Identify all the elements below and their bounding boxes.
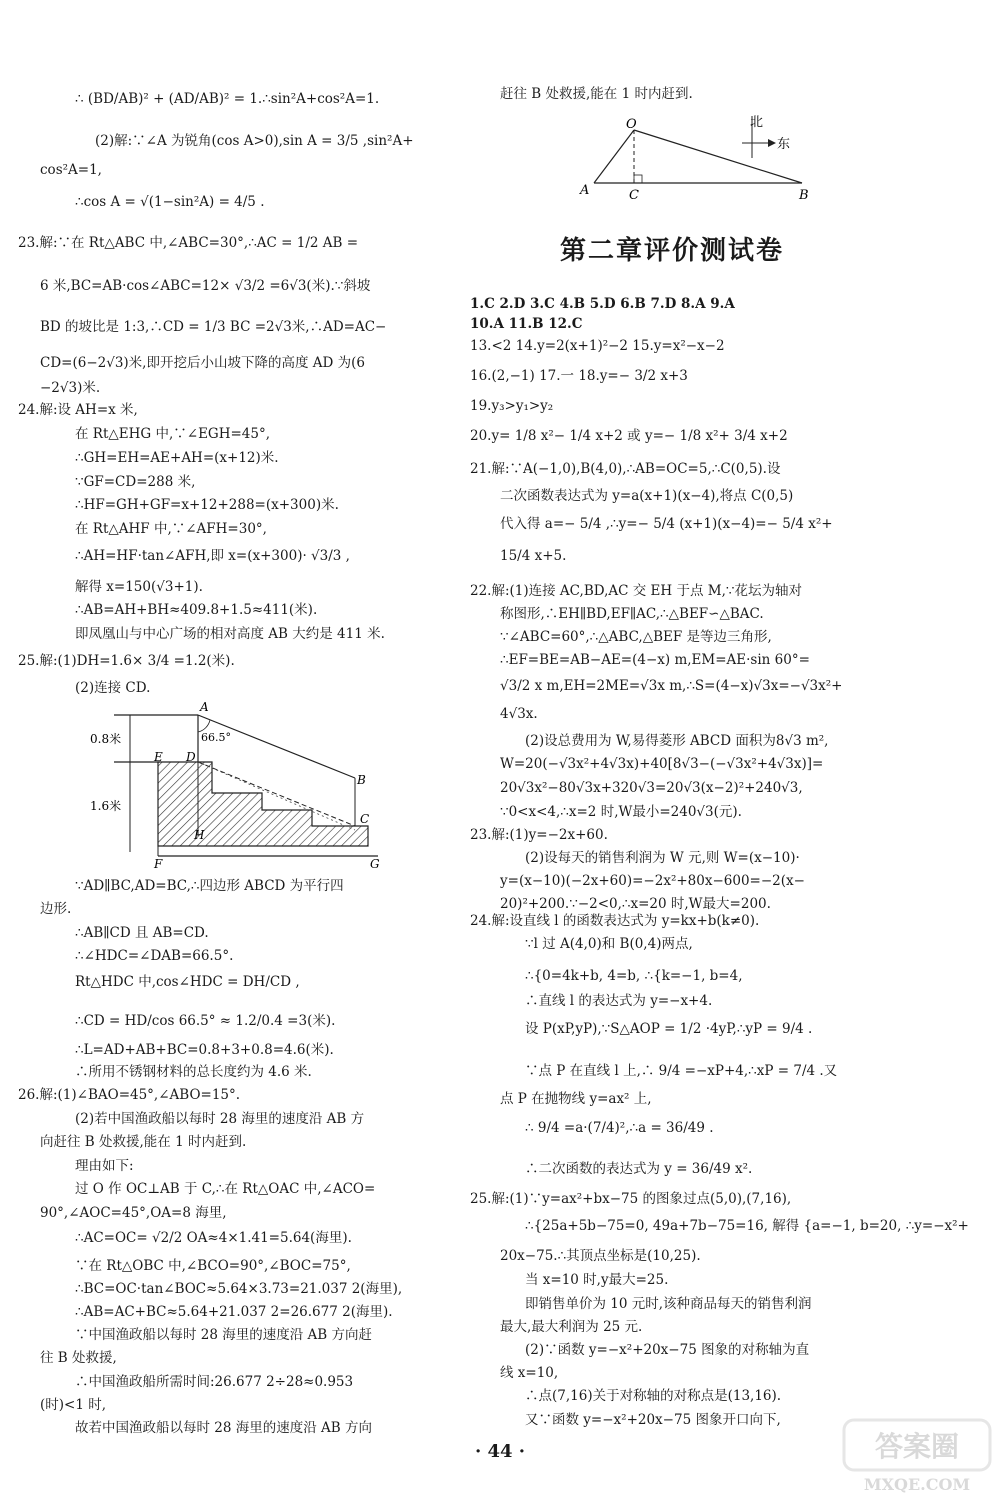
label-G: G [370, 857, 380, 870]
text-line: 26.解:(1)∠BAO=45°,∠ABO=15°. [18, 1087, 241, 1103]
text-line: 23.解:∵在 Rt△ABC 中,∠ABC=30°,∴AC = 1/2 AB = [18, 235, 359, 251]
text-line: 24.解:设直线 l 的函数表达式为 y=kx+b(k≠0). [470, 913, 760, 929]
text-line: 代入得 a=− 5/4 ,∴y=− 5/4 (x+1)(x−4)=− 5/4 x²+ [500, 516, 833, 532]
text-line: ∴二次函数的表达式为 y = 36/49 x². [525, 1161, 753, 1177]
north-label: 北 [750, 115, 764, 130]
text-line: (时)<1 时, [40, 1397, 107, 1413]
text-line: 22.解:(1)连接 AC,BD,AC 交 EH 于点 M,∵花坛为轴对 [470, 583, 802, 599]
text-line: 即销售单价为 10 元时,该种商品每天的销售利润 [525, 1296, 812, 1312]
height-label-bottom: 1.6米 [90, 799, 122, 813]
text-line: Rt△HDC 中,cos∠HDC = DH/CD , [75, 974, 300, 990]
label-E: E [154, 750, 163, 764]
text-line: 90°,∠AOC=45°,OA=8 海里, [40, 1205, 227, 1221]
text-line: ∵在 Rt△OBC 中,∠BCO=90°,∠BOC=75°, [75, 1258, 351, 1274]
label-D: D [186, 750, 196, 764]
text-line: 又∵函数 y=−x²+20x−75 图象开口向下, [525, 1412, 781, 1428]
text-line: 即凤凰山与中心广场的相对高度 AB 大约是 411 米. [75, 626, 385, 642]
text-line: y=(x−10)(−2x+60)=−2x²+80x−600=−2(x− [500, 873, 805, 889]
text-line: 23.解:(1)y=−2x+60. [470, 827, 608, 843]
text-line: 6 米,BC=AB·cos∠ABC=12× √3/2 =6√3(米).∵斜坡 [40, 278, 371, 294]
text-line: 20x−75.∴其顶点坐标是(10,25). [500, 1248, 701, 1264]
text-line: ∴中国渔政船所需时间:26.677 2÷28≈0.953 [75, 1374, 354, 1390]
label-O: O [626, 117, 637, 132]
text-line: ∴AC=OC= √2/2 OA≈4×1.41=5.64(海里). [75, 1230, 352, 1246]
text-line: 最大,最大利润为 25 元. [500, 1319, 643, 1335]
watermark-logo [842, 1418, 992, 1498]
text-line: 称图形,∴EH∥BD,EF∥AC,∴△BEF∽△BAC. [500, 606, 764, 622]
text-line: ∴ (BD/AB)² + (AD/AB)² = 1.∴sin²A+cos²A=1. [75, 91, 380, 107]
text-line: ∵0<x<4,∴x=2 时,W最小=240√3(元). [500, 804, 742, 820]
text-line: CD=(6−2√3)米,即开挖后小山坡下降的高度 AD 为(6 [40, 355, 365, 371]
page-number: · 44 · [474, 1441, 526, 1462]
answer-line: 10.A 11.B 12.C [470, 316, 583, 332]
label-A: A [580, 183, 590, 198]
text-line: ∴AB∥CD 且 AB=CD. [75, 925, 209, 941]
text-line: 在 Rt△EHG 中,∵∠EGH=45°, [75, 426, 271, 442]
text-line: ∴{0=4k+b, 4=b, ∴{k=−1, b=4, [525, 968, 743, 984]
text-line: 20√3x²−80√3x+320√3=20√3(x−2)²+240√3, [500, 780, 803, 796]
slope-figure [90, 698, 400, 870]
text-line: 理由如下: [75, 1158, 134, 1174]
text-line: ∴CD = HD/cos 66.5° ≈ 1.2/0.4 =3(米). [75, 1013, 336, 1029]
text-line: 在 Rt△AHF 中,∵∠AFH=30°, [75, 521, 267, 537]
text-line: 20)²+200.∵−2<0,∴x=20 时,W最大=200. [500, 896, 771, 912]
label-C: C [629, 188, 639, 203]
text-line: 设 P(xP,yP),∵S△AOP = 1/2 ·4yP,∴yP = 9/4 . [525, 1021, 813, 1037]
text-line: ∴BC=OC·tan∠BOC≈5.64×3.73=21.037 2(海里), [75, 1281, 403, 1297]
chapter-title: 第二章评价测试卷 [560, 236, 785, 266]
text-line: W=20(−√3x²+4√3x)+40[8√3−(−√3x²+4√3x)]= [500, 756, 824, 772]
text-line: 25.解:(1)∵y=ax²+bx−75 的图象过点(5,0),(7,16), [470, 1191, 792, 1207]
angle-label: 66.5° [201, 731, 231, 744]
text-line: ∴AB=AC+BC≈5.64+21.037 2=26.677 2(海里). [75, 1304, 393, 1320]
text-line: (2)若中国渔政船以每时 28 海里的速度沿 AB 方 [75, 1111, 365, 1127]
text-line: 21.解:∵A(−1,0),B(4,0),∴AB=OC=5,∴C(0,5).设 [470, 461, 781, 477]
text-line: ∵GF=CD=288 米, [75, 474, 196, 490]
label-F: F [154, 857, 163, 870]
text-line: 4√3x. [500, 706, 538, 722]
text-line: 解得 x=150(√3+1). [75, 579, 203, 595]
text-line: ∴AH=HF·tan∠AFH,即 x=(x+300)· √3/3 , [75, 548, 350, 564]
text-line: BD 的坡比是 1:3,∴CD = 1/3 BC =2√3米,∴AD=AC− [40, 319, 387, 335]
text-line: 赶往 B 处救援,能在 1 时内赶到. [500, 86, 693, 102]
text-line: ∴所用不锈钢材料的总长度约为 4.6 米. [75, 1064, 312, 1080]
text-line: 过 O 作 OC⊥AB 于 C,∴在 Rt△OAC 中,∠ACO= [75, 1181, 376, 1197]
text-line: ∴L=AD+AB+BC=0.8+3+0.8=4.6(米). [75, 1042, 334, 1058]
text-line: 边形. [40, 901, 72, 917]
text-line: ∴EF=BE=AB−AE=(4−x) m,EM=AE·sin 60°= [500, 652, 810, 668]
text-line: ∴AB=AH+BH≈409.8+1.5≈411(米). [75, 602, 318, 618]
text-line: ∵∠ABC=60°,∴△ABC,△BEF 是等边三角形, [500, 629, 772, 645]
text-line: 往 B 处救援, [40, 1350, 117, 1366]
text-line: (2)解:∵∠A 为锐角(cos A>0),sin A = 3/5 ,sin²A+ [95, 133, 414, 149]
text-line: ∴GH=EH=AE+AH=(x+12)米. [75, 450, 279, 466]
text-line: ∴点(7,16)关于对称轴的对称点是(13,16). [525, 1388, 782, 1404]
text-line: ∵点 P 在直线 l 上,∴ 9/4 =−xP+4,∴xP = 7/4 .又 [525, 1063, 838, 1079]
text-line: (2)∵函数 y=−x²+20x−75 图象的对称轴为直 [525, 1342, 810, 1358]
text-line: (2)设每天的销售利润为 W 元,则 W=(x−10)· [525, 850, 800, 866]
text-line: ∴∠HDC=∠DAB=66.5°. [75, 948, 234, 964]
text-line: 点 P 在抛物线 y=ax² 上, [500, 1091, 652, 1107]
text-line: ∴HF=GH+GF=x+12+288=(x+300)米. [75, 497, 339, 513]
ship-figure [572, 108, 822, 208]
text-line: (2)连接 CD. [75, 680, 151, 696]
text-line: cos²A=1, [40, 162, 102, 178]
answer-line: 1.C 2.D 3.C 4.B 5.D 6.B 7.D 8.A 9.A [470, 296, 735, 312]
text-line: (2)设总费用为 W,易得菱形 ABCD 面积为8√3 m², [525, 733, 829, 749]
text-line: 25.解:(1)DH=1.6× 3/4 =1.2(米). [18, 653, 235, 669]
text-line: 16.(2,−1) 17.一 18.y=− 3/2 x+3 [470, 368, 688, 384]
text-line: ∴{25a+5b−75=0, 49a+7b−75=16, 解得 {a=−1, b=20, ∴y=−x²+ [525, 1218, 969, 1234]
text-line: √3/2 x m,EH=2ME=√3x m,∴S=(4−x)√3x=−√3x²+ [500, 678, 843, 694]
text-line: 20.y= 1/8 x²− 1/4 x+2 或 y=− 1/8 x²+ 3/4 x+2 [470, 428, 788, 444]
text-line: 24.解:设 AH=x 米, [18, 402, 138, 418]
text-line: ∴cos A = √(1−sin²A) = 4/5 . [75, 194, 265, 210]
text-line: 故若中国渔政船以每时 28 海里的速度沿 AB 方向 [75, 1420, 373, 1436]
svg-text:MXQE.COM: MXQE.COM [863, 1475, 971, 1494]
text-line: 13.<2 14.y=2(x+1)²−2 15.y=x²−x−2 [470, 338, 725, 354]
text-line: ∵中国渔政船以每时 28 海里的速度沿 AB 方向赶 [75, 1327, 373, 1343]
text-line: −2√3)米. [40, 380, 101, 396]
label-B: B [799, 188, 809, 203]
east-label: 东 [777, 137, 791, 152]
label-H: H [194, 828, 205, 842]
text-line: ∴ 9/4 =a·(7/4)²,∴a = 36/49 . [525, 1120, 714, 1136]
height-label-top: 0.8米 [90, 732, 122, 746]
text-line: 线 x=10, [500, 1365, 559, 1381]
text-line: ∵l 过 A(4,0)和 B(0,4)两点, [525, 936, 693, 952]
text-line: 向赶往 B 处救援,能在 1 时内赶到. [40, 1134, 247, 1150]
text-line: 15/4 x+5. [500, 548, 567, 564]
text-line: 二次函数表达式为 y=a(x+1)(x−4),将点 C(0,5) [500, 488, 794, 504]
text-line: ∵AD∥BC,AD=BC,∴四边形 ABCD 为平行四 [75, 878, 344, 894]
text-line: 19.y₃>y₁>y₂ [470, 398, 554, 414]
label-B: B [357, 773, 366, 787]
text-line: 当 x=10 时,y最大=25. [525, 1272, 669, 1288]
label-A: A [200, 700, 209, 714]
text-line: ∴直线 l 的表达式为 y=−x+4. [525, 993, 713, 1009]
svg-text:答案圈: 答案圈 [874, 1430, 960, 1463]
label-C: C [360, 812, 370, 826]
